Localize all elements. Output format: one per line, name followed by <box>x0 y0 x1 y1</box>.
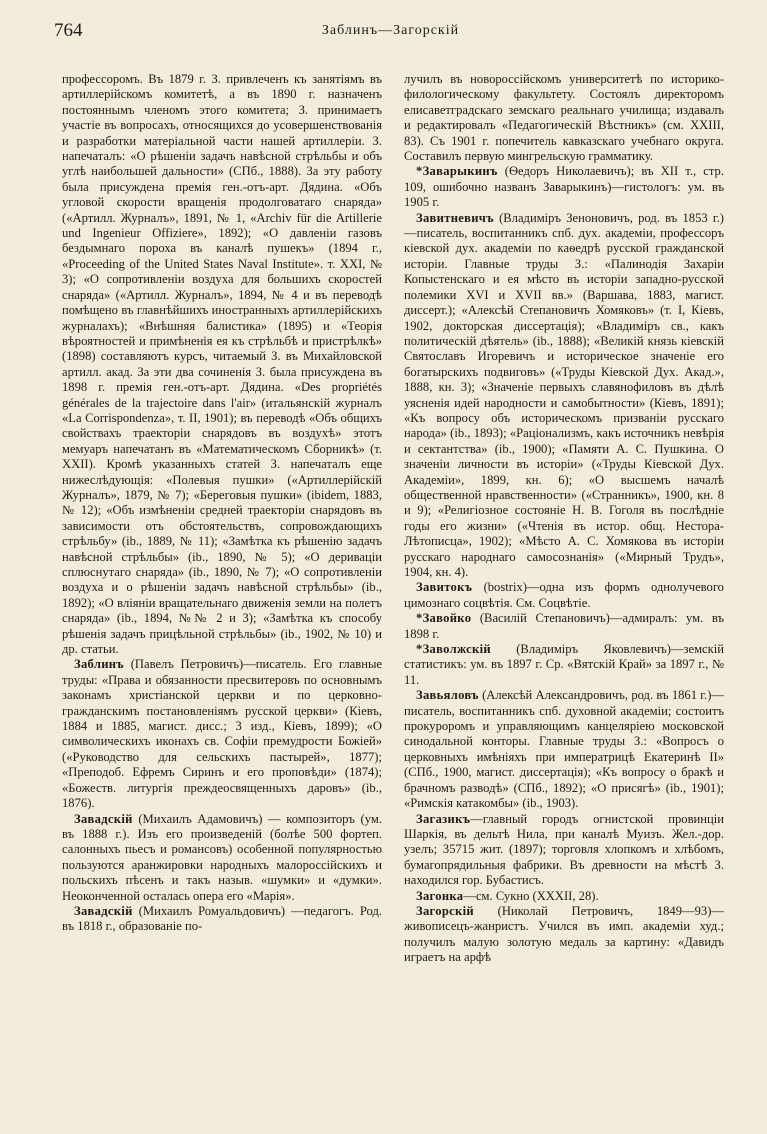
entry-text-continuation: лучилъ въ новороссійскомъ университетѣ по историко-филологическому факультету. Состоялъ директоромъ елисаветградскаго земскаго реальнаго училища; издавалъ и редактировалъ «Педагогическій Вѣстникъ» (см. XXIII, 83). Съ 1901 г. попечитель кавказскаго учебнаго округа. Составилъ первую мингрельскую грамматику. <box>404 72 724 164</box>
right-column <box>404 72 724 1116</box>
entry-body: —см. Сукно (XXXII, 28). <box>463 888 599 903</box>
entry-headword: *Заволжскій <box>416 642 491 657</box>
entry-body: (Владиміръ Зеноновичъ, род. въ 1853 г.)—писатель, воспитанникъ спб. дух. академіи, профессоръ кіевской дух. академіи по каѳедрѣ русской гражданской исторіи. Главные труды З.: «Палинодія Захаріи Копыстенскаго и ея мѣсто въ исторіи западно-русской полемики XVI и XVII вв.» (Варшава, 1883, магист. диссерт.); «Алексѣй Степановичъ Хомяковъ» (т. I, Кіевъ, 1902, докторская диссертація); «Владиміръ св., какъ политическій дѣятель» (ib., 1888); «Великій князь кіевскій Святославъ Игоревичъ и историческое значеніе его богатырскихъ подвиговъ» («Труды Кіевской Дух. Акад.», 1888, кн. 3); «Значеніе первыхъ славянофиловъ въ дѣлѣ уясненія идей народности и самобытности» (Кіевъ, 1891); «Къ вопросу объ историческомъ призваніи русскаго народа» (ib., 1893); «Раціонализмъ, какъ источникъ невѣрія и сектантства» (ib., 1900); «Памяти А. С. Пушкина. О значеніи личности въ исторіи» («Труды Кіевской Дух. Академіи», 1899, кн. 6); «О высшемъ началѣ общественной нравственности» («Странникъ», 1900, кн. 8 и 9); «Религіозное состояніе Н. В. Гоголя въ послѣдніе годы его жизни» («Чтенія въ истор. общ. Нестора-Лѣтописца», 1902); «Мѣсто А. С. Хомякова въ исторіи русскаго народнаго самосознанія» («Мирный Трудъ», 1904, кн. 4). <box>404 210 724 579</box>
entry-headword: Загонка <box>416 888 464 903</box>
entry-text-continuation: профессоромъ. Въ 1879 г. З. привлеченъ къ занятіямъ въ артиллерійскомъ комитетѣ, а въ 1890 г. назначенъ постояннымъ членомъ этого комитета; З. принимаетъ участіе въ вопросахъ, относящихся до усовершенствованія и разработки матеріальной части нашей артиллеріи. З. напечаталъ: «О рѣшеніи задачъ навѣсной стрѣльбы и объ углѣ наибольшей дальности» (СПб., 1888). За эту работу была присуждена премія ген.-отъ-арт. Дядина. «Объ угловой скорости вращенія продолговатаго снаряда» («Артилл. Журналъ», 1891, № 1, «Archiv für die Artillerie und Ingenieur Offiziere», 1892); «О давленіи газовъ бездымнаго пороха въ каналѣ пушекъ» (1894 г., «Proceeding of the United States Naval Institute». т. XXI, № 3); «О сопротивленіи воздуха для большихъ скоростей снаряда» («Артилл. Журналъ», 1894, № 4 и въ переводѣ помѣщено въ главнѣйшихъ иностранныхъ артиллерійскихъ журналахъ); «Внѣшняя балистика» (1895) и «Теорія вѣроятностей и примѣненія ея къ стрѣльбѣ и пристрѣлкѣ» (1898) составляютъ курсъ, читаемый З. въ Михайловской артилл. акад. За эти два сочиненія З. была присуждена въ 1898 г. премія ген.-отъ-арт. Дядина. «Des propriétés générales de la trajectoire dans l'air» (итальянскій журналъ «La Corrispondenza», т. II, 1901); въ переводѣ «Объ общихъ свойствахъ траекторіи снарядовъ въ воздухѣ» этотъ мемуаръ напечатанъ въ «Математическомъ Сборникѣ» (т. XXII). Кромѣ указанныхъ статей З. напечаталъ еще нижеслѣдующія: «Полевыя пушки» («Артиллерійскій Журналъ», 1879, № 7); «Береговыя пушки» (ibidem, 1883, № 12); «Объ измѣненіи средней траекторіи снарядовъ въ зависимости отъ обстоятельствъ, сопровождающихъ стрѣльбу» (ib., 1889, № 11); «Замѣтка къ рѣшенію задачъ навѣсной стрѣльбы» (ib., 1890, № 5); «О деривацiи сплюснутаго снаряда» (ib., 1890, № 7); «О сопротивленіи воздуха и о рѣшеніи задачъ навѣсной стрѣльбы» (ib., 1892); «О вліяніи вращательнаго движенія земли на полетъ снаряда» (ib., 1894, №№ 2 и 3); «Замѣтка къ способу рѣшенія задачъ прицѣльной стрѣльбы» (ib., 1902, № 10) и др. статьи. <box>62 72 382 657</box>
entry-body: —главный городъ огнистской провинціи Шаркія, въ дельтѣ Нила, при каналѣ Муизъ. Жел.-дор. узелъ; 35715 жит. (1897); торговля хлопкомъ и хлѣбомъ, бумагопрядильныя фабрики. Въ древности на мѣстѣ З. находился гор. Бубастисъ. <box>404 811 724 888</box>
entry-headword: Завадскій <box>74 903 133 918</box>
entry-headword: Заблинъ <box>74 657 124 672</box>
entry-headword: Завьяловъ <box>416 688 479 703</box>
entry-headword: Завитокъ <box>416 580 473 595</box>
entry-headword: *Завойко <box>416 611 472 626</box>
entry-body: (Ѳедоръ Николаевичъ); въ XII т., стр. 109, ошибочно названъ Заварыкинъ)—гистологъ: ум. въ 1905 г. <box>404 164 724 210</box>
entry-zavoyko <box>404 611 724 642</box>
entry-zavitnevich <box>404 211 724 581</box>
entry-body: (bostrix)—одна изъ формъ однолучевого цимознаго соцвѣтія. См. Соцвѣтіе. <box>404 580 724 610</box>
entry-zagazik <box>404 812 724 889</box>
entry-zavolzhsky <box>404 642 724 688</box>
running-head: Заблинъ—Загорскій <box>321 23 460 38</box>
entry-body: (Николай Петровичъ, 1849—93)—живописецъ-жанристъ. Учился въ имп. академіи худ.; получилъ малую золотую медаль за картину: «Давидъ играетъ на арфѣ <box>404 903 724 965</box>
entry-headword: Завитневичъ <box>416 210 494 225</box>
entry-zagonka <box>404 889 724 904</box>
entry-zavitok <box>404 580 724 611</box>
entry-headword: Загазикъ <box>416 811 471 826</box>
entry-headword: *Заварыкинъ <box>416 164 498 179</box>
entry-zavadsky-mikhail-romualdovich <box>62 904 382 935</box>
entry-zablin <box>62 657 382 811</box>
entry-body: (Павелъ Петровичъ)—писатель. Его главные труды: «Права и обязанности пресвитеровъ по основнымъ законамъ христіанской церкви и по церковно-гражданскимъ постановленіямъ русской церкви» (Кіевъ, 1884 и 1885, магист. дисс.; 3 изд., Кіевъ, 1899); «О символическихъ иконахъ св. Софіи премудрости Божіей» («Руководство для сельскихъ пастырей», 1877); «Преподоб. Ефремъ Сиринъ и его проповѣди» (1874); «Божеств. литургія преждеосвященныхъ даровъ» (ib., 1876). <box>62 657 382 811</box>
entry-zavarykin <box>404 164 724 210</box>
entry-body: (Алексѣй Александровичъ, род. въ 1861 г.)—писатель, воспитанникъ спб. духовной академіи; состоитъ прокуроромъ и управляющимъ канцеляріею московской синодальной конторы. Главные труды З.: «Вопросъ о церковныхъ имѣніяхъ при императрицѣ Екатеринѣ II» (СПб., 1900, магист. диссертація); «Къ вопросу о бракѣ и брачномъ разводѣ» (СПб., 1892); «О присягѣ» (ib., 1901); «Римскія катакомбы» (ib., 1903). <box>404 688 724 811</box>
entry-headword: Загорскій <box>416 903 474 918</box>
entry-body: (Владиміръ Яковлевичъ)—земскій статистикъ: ум. въ 1897 г. Ср. «Вятскій Край» за 1897 г., № 11. <box>404 642 724 687</box>
entry-body: (Василій Степановичъ)—адмиралъ: ум. въ 1898 г. <box>404 611 724 641</box>
entry-body: (Михаилъ Ромуальдовичъ) —педагогъ. Род. въ 1818 г., образованіе по- <box>62 903 382 934</box>
page-header <box>54 20 727 44</box>
left-column <box>62 72 382 1116</box>
entry-zavyalov <box>404 688 724 811</box>
entry-zagorsky <box>404 904 724 966</box>
entry-zavadsky-mikhail-adamovich <box>62 812 382 904</box>
entry-headword: Завадскій <box>74 811 133 826</box>
text-columns <box>62 72 724 1116</box>
entry-body: (Михаилъ Адамовичъ) — композиторъ (ум. въ 1888 г.). Изъ его произведеній (болѣе 500 фортеп. салонныхъ пьесъ и романсовъ) особенной популярностью пользуются аранжировки народныхъ малороссійскихъ и польскихъ пѣсенъ и такъ назыв. «шумки» и «думки». Неоконченной осталась опера его «Марія». <box>62 811 382 903</box>
page-number: 764 <box>54 20 83 41</box>
